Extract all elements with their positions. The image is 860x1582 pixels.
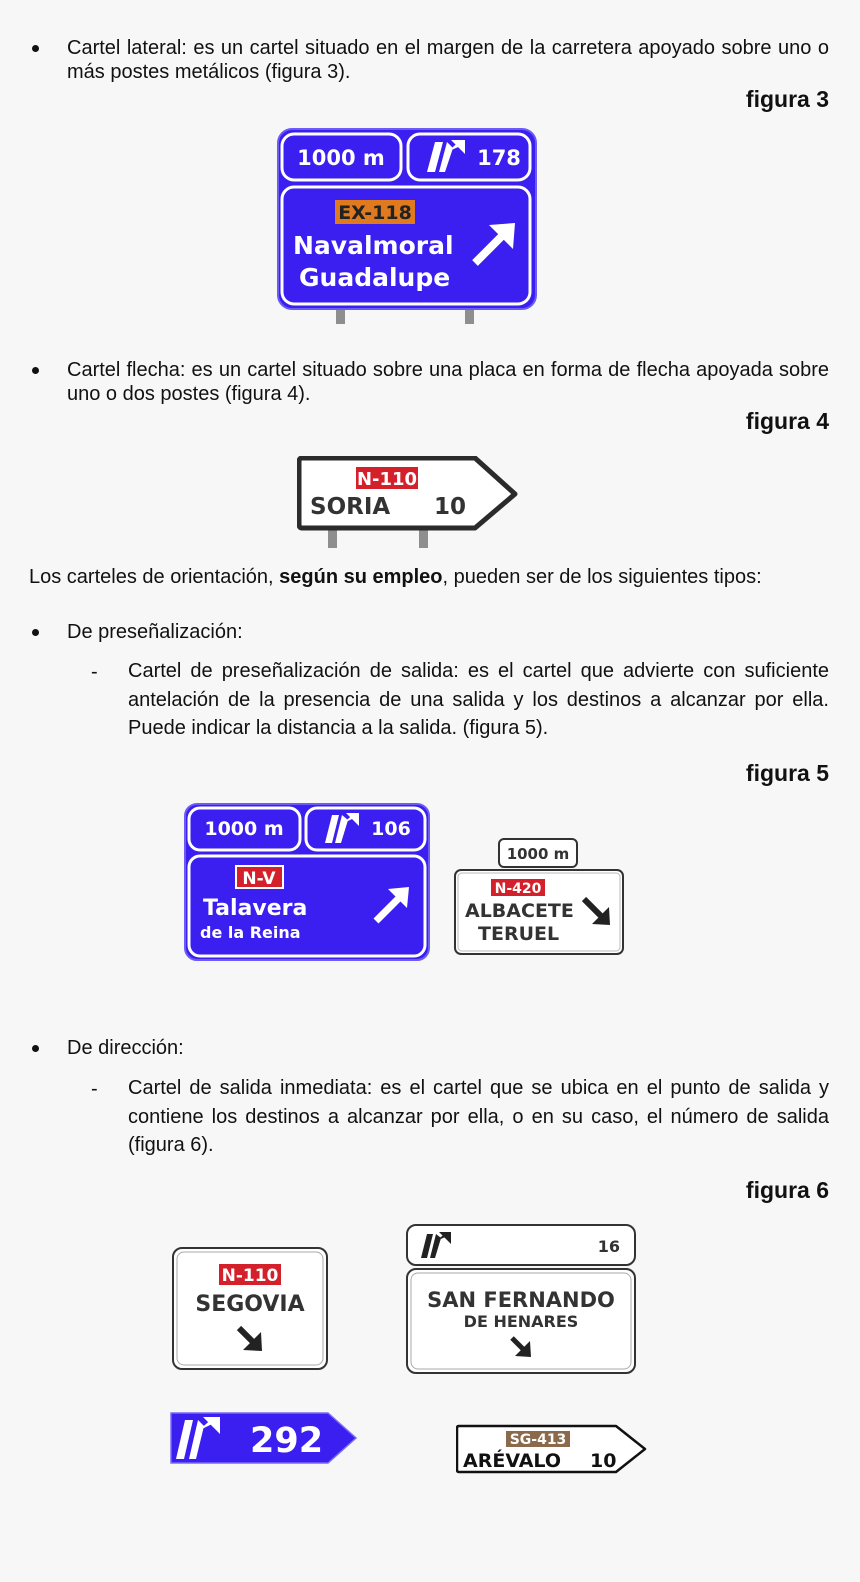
figure-label-4: figura 4 [745, 408, 829, 434]
list-dash: - [91, 661, 98, 683]
destination-2: TERUEL [478, 923, 560, 945]
intro-bold: según su empleo [279, 566, 443, 588]
road-code: N-110 [221, 1266, 279, 1286]
exit-number: 178 [477, 146, 521, 170]
road-code: N-420 [494, 881, 542, 897]
distance-km: 10 [434, 494, 467, 520]
road-code: N-V [242, 869, 276, 889]
destination-1: SAN FERNANDO [427, 1288, 615, 1312]
intro-text-end: , pueden ser de los siguientes tipos: [442, 566, 762, 588]
distance-text: 1000 m [204, 818, 284, 840]
figure-label-6: figura 6 [745, 1177, 829, 1203]
sign-figure-4 [297, 456, 523, 552]
destination-1: Talavera [203, 896, 308, 921]
exit-number: 106 [371, 818, 411, 840]
destination-2: DE HENARES [463, 1312, 579, 1331]
destination: SEGOVIA [195, 1292, 305, 1317]
sign-figure-5-blue [184, 803, 432, 965]
heading-presenalizacion: De preseñalización: [67, 621, 243, 643]
bullet-dot [32, 629, 39, 636]
list-dash: - [91, 1078, 98, 1100]
destination-1: Navalmoral [293, 231, 454, 260]
sign-figure-6-segovia [171, 1246, 333, 1372]
sign-figure-6-exit-292 [170, 1412, 358, 1466]
sign-figure-5-white [453, 837, 631, 964]
destination: ARÉVALO [463, 1450, 562, 1472]
sign-figure-6-san-fernando [405, 1223, 639, 1376]
intro-text: Los carteles de orientación, [29, 566, 280, 588]
bullet-dot [32, 45, 39, 52]
paragraph-cartel-lateral: Cartel lateral: es un cartel situado en el margen de la carretera apoyado sobre uno o más postes metálicos (figura 3). [67, 37, 829, 83]
destination: SORIA [310, 494, 391, 520]
sign-figure-6-arevalo [456, 1424, 650, 1476]
figure-label-5: figura 5 [745, 760, 829, 786]
heading-direccion: De dirección: [67, 1037, 184, 1059]
road-code: SG-413 [509, 1432, 567, 1448]
road-code: N-110 [356, 469, 418, 490]
distance-km: 10 [590, 1450, 617, 1472]
exit-number: 292 [250, 1421, 324, 1461]
distance-text: 1000 m [506, 845, 570, 863]
distance-text: 1000 m [297, 146, 385, 170]
sign-figure-3 [277, 128, 539, 328]
paragraph-presenalizacion-salida: Cartel de preseñalización de salida: es el cartel que advierte con suficiente antelación de la presencia de una salida y los destinos a alcanzar por ella. Puede indicar la distancia a la salida. (figura 5). [128, 660, 829, 739]
destination-1: ALBACETE [465, 900, 574, 922]
exit-number: 16 [597, 1237, 620, 1256]
bullet-dot [32, 367, 39, 374]
paragraph-cartel-flecha: Cartel flecha: es un cartel situado sobre una placa en forma de flecha apoyada sobre uno o dos postes (figura 4). [67, 359, 829, 405]
destination-2: Guadalupe [299, 263, 451, 292]
figure-label-3: figura 3 [745, 86, 829, 112]
road-code: EX-118 [338, 202, 412, 224]
paragraph-tipos-intro [29, 565, 829, 589]
destination-2: de la Reina [200, 923, 301, 942]
paragraph-salida-inmediata: Cartel de salida inmediata: es el cartel que se ubica en el punto de salida y contiene los destinos a alcanzar por ella, o en su caso, el número de salida (figura 6). [128, 1077, 829, 1156]
bullet-dot [32, 1045, 39, 1052]
